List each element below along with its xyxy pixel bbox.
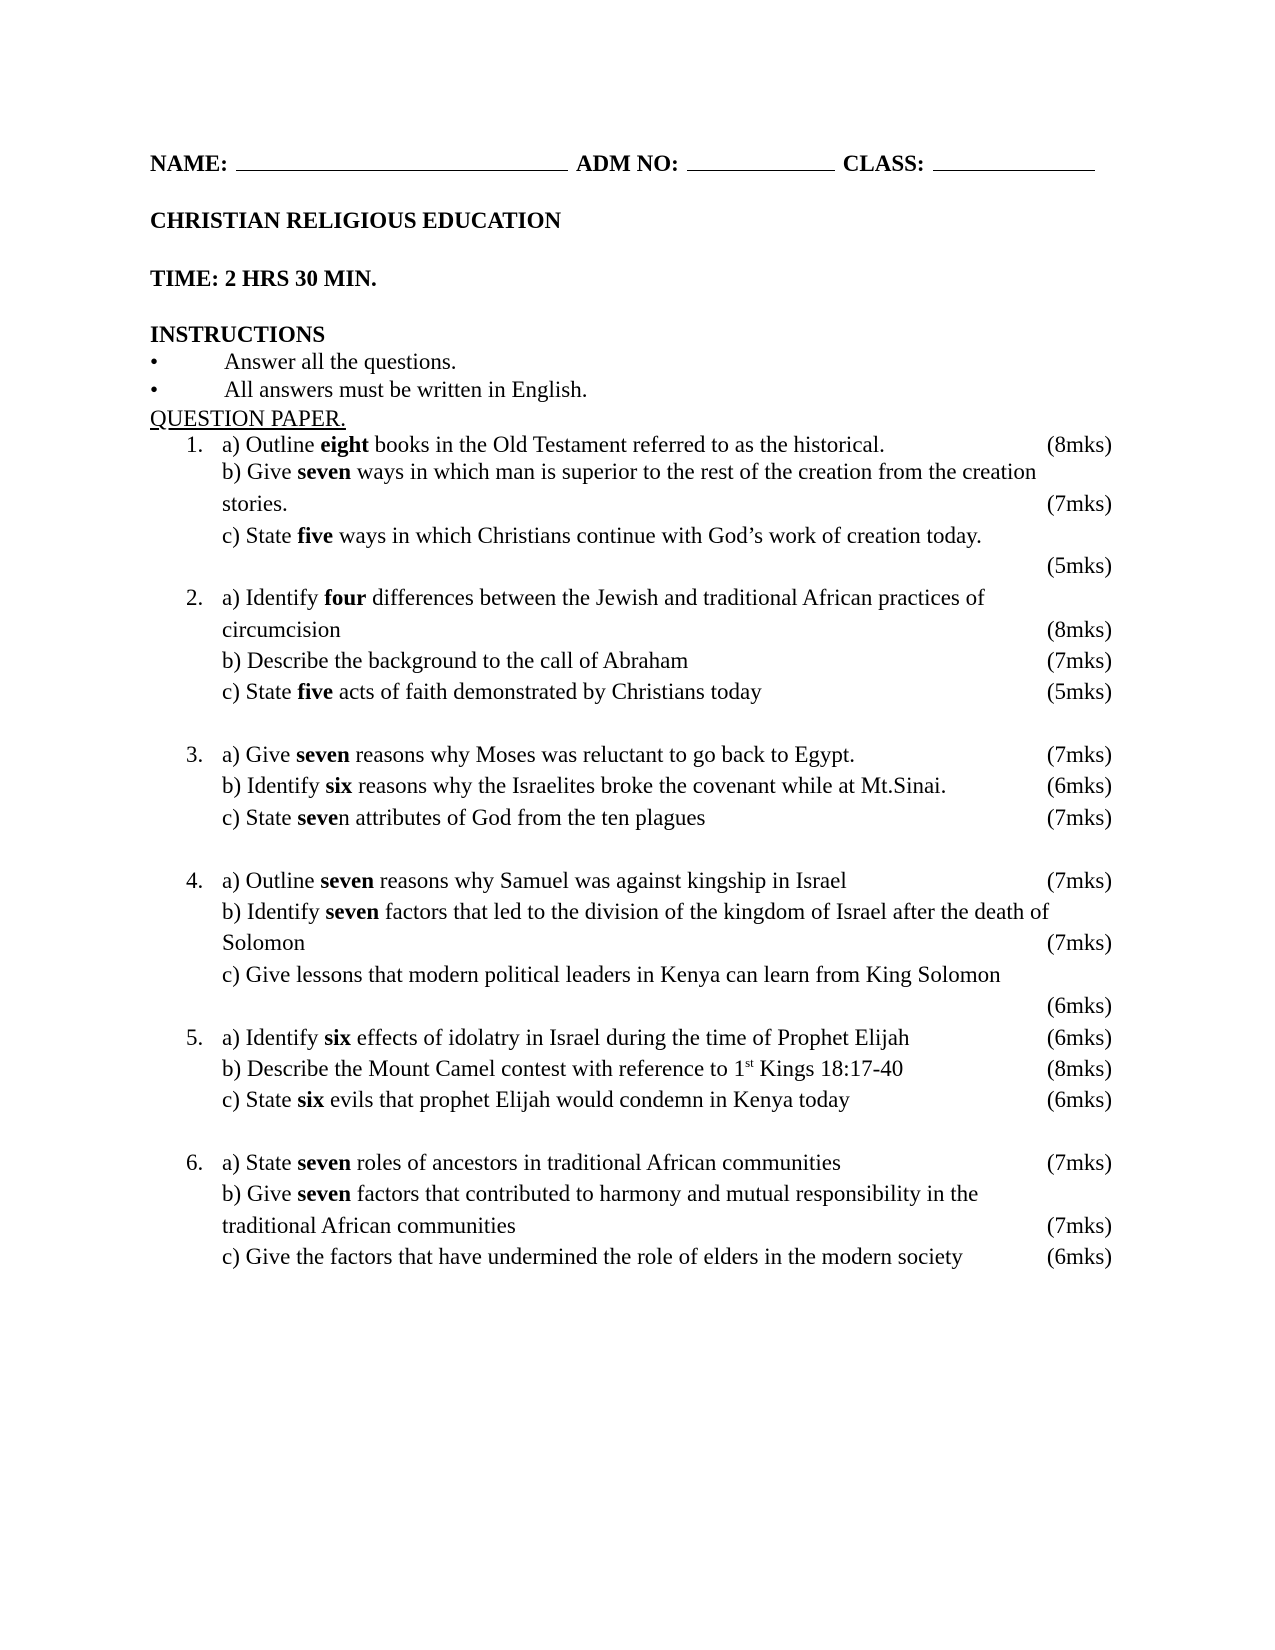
question-part: a) Give seven reasons why Moses was reluctant to go back to Egypt. [222,742,856,767]
question-part: a) State seven roles of ancestors in traditional African communities [222,1150,841,1175]
question-number: 3. [186,742,204,767]
question-part: c) Give lessons that modern political leaders in Kenya can learn from King Solomon [222,962,1001,987]
question-part-continuation: stories. [222,491,288,516]
question-part-continuation: circumcision [222,617,341,642]
question-part: b) Identify seven factors that led to the division of the kingdom of Israel after the death of [222,899,1050,924]
marks: (6mks) [1046,1244,1112,1269]
question-part: b) Describe the background to the call of Abraham [222,648,689,673]
question-part: a) Outline eight books in the Old Testament referred to as the historical. [222,432,885,457]
question-part-continuation: traditional African communities [222,1213,516,1238]
marks: (7mks) [1046,742,1112,767]
question-number: 5. [186,1025,204,1050]
marks: (6mks) [1046,773,1112,798]
question-part-continuation: Solomon [222,930,306,955]
question-number: 6. [186,1150,204,1175]
question-part: c) Give the factors that have undermined the role of elders in the modern society [222,1244,963,1269]
student-details-line [150,150,1110,177]
adm-label: ADM NO: [575,151,679,176]
subject-title: CHRISTIAN RELIGIOUS EDUCATION [150,208,562,233]
marks: (6mks) [1046,993,1112,1018]
name-blank [236,150,568,171]
bullet-icon: • [150,377,159,402]
question-part: c) State six evils that prophet Elijah would condemn in Kenya today [222,1087,850,1112]
class-blank [933,150,1095,171]
question-number: 1. [186,432,204,457]
question-part: b) Identify six reasons why the Israelites broke the covenant while at Mt.Sinai. [222,773,947,798]
question-part: a) Identify six effects of idolatry in Israel during the time of Prophet Elijah [222,1025,910,1050]
marks: (8mks) [1046,432,1112,457]
exam-page: NAME: ADM NO: CLASS: CHRISTIAN RELIGIOUS EDUCATION TIME: 2 HRS 30 MIN. INSTRUCTIONS • Answer all the questions. • All answers must be written in English. QUESTION PAPER. 1. a) Outline eight books in the Old Testament referred to as the historical. (8mks) b) Give seven ways in which man is superior to the rest of the creation from the creation stories. (7mks) c) State five ways in which Christians continue with God’s work of creation today. (5mks) 2. a) Identify four differences between the Jewish and traditional African practices of circumcision (8mks) b) Describe the background to the call of Abraham (7mks) c) State five acts of faith demonstrated by Christians today (5mks) 3. a) Give seven reasons why Moses was reluctant to go back to Egypt. (7mks) b) Identify six reasons why the Israelites broke the covenant while at Mt.Sinai. (6mks) c) State seven attributes of God from the ten plagues (7mks) 4. a) Outline seven reasons why Samuel was against kingship in Israel (7mks) b) Identify seven factors that led to the division of the kingdom of Israel after the death of Solomon (7mks) c) Give lessons that modern political leaders in Kenya can learn from King Solomon (6mks) 5. a) Identify six effects of idolatry in Israel during the time of Prophet Elijah (6mks) b) Describe the Mount Camel contest with reference to 1st Kings 18:17-40 (8mks) c) State six evils that prophet Elijah would condemn in Kenya today (6mks) 6. a) State seven roles of ancestors in traditional African communities (7mks) b) Give seven factors that contributed to harmony and mutual responsibility in the traditional African communities (7mks) c) Give the factors that have undermined the role of elders in the modern society (6mks) [150,151,1112,1269]
marks: (7mks) [1046,491,1112,516]
marks: (8mks) [1046,1056,1112,1081]
name-label: NAME: [150,151,228,176]
marks: (7mks) [1046,1150,1112,1175]
question-number: 2. [186,585,204,610]
marks: (7mks) [1046,648,1112,673]
question-paper-heading: QUESTION PAPER. [150,406,346,431]
marks: (7mks) [1046,805,1112,830]
marks: (8mks) [1046,617,1112,642]
question-part: c) State five acts of faith demonstrated by Christians today [222,679,762,704]
class-label: CLASS: [842,151,925,176]
bullet-icon: • [150,349,159,374]
question-part: b) Describe the Mount Camel contest with reference to 1st Kings 18:17-40 [222,1055,904,1081]
marks: (5mks) [1046,679,1112,704]
question-part: c) State seven attributes of God from the ten plagues [222,805,706,830]
question-number: 4. [186,868,204,893]
marks: (6mks) [1046,1087,1112,1112]
marks: (6mks) [1046,1025,1112,1050]
marks: (7mks) [1046,1213,1112,1238]
adm-blank [687,150,835,171]
marks: (7mks) [1046,930,1112,955]
instructions-heading: INSTRUCTIONS [150,322,326,347]
question-part: a) Outline seven reasons why Samuel was against kingship in Israel [222,868,847,893]
question-part: b) Give seven ways in which man is superior to the rest of the creation from the creation [222,459,1037,484]
marks: (5mks) [1046,553,1112,578]
question-part: a) Identify four differences between the Jewish and traditional African practices of [222,585,985,610]
time-allowed: TIME: 2 HRS 30 MIN. [150,266,377,291]
question-part: b) Give seven factors that contributed to harmony and mutual responsibility in the [222,1181,979,1206]
question-part: c) State five ways in which Christians continue with God’s work of creation today. [222,523,982,548]
marks: (7mks) [1046,868,1112,893]
